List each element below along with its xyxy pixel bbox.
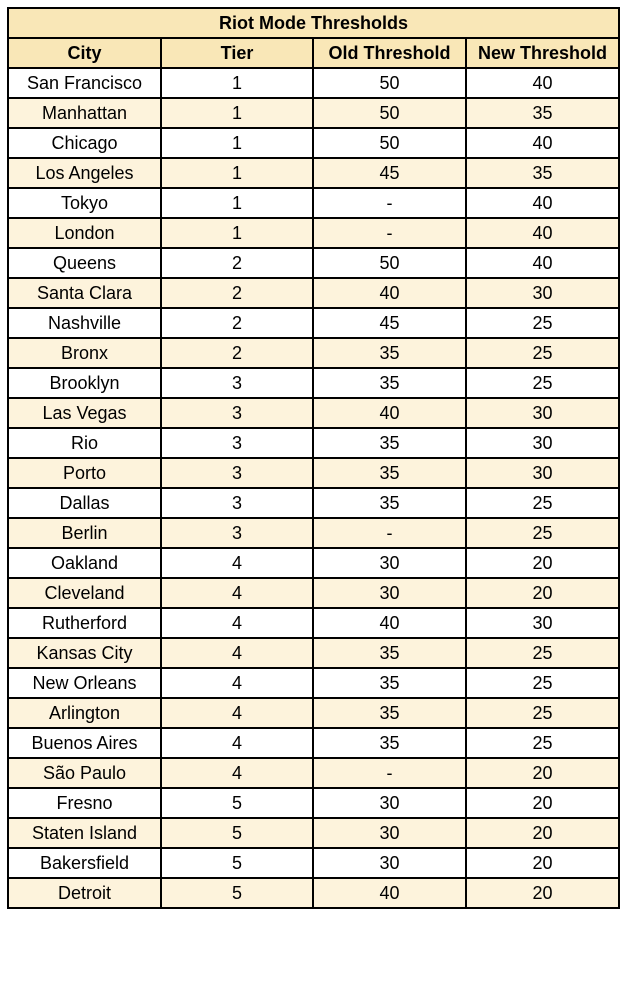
old-threshold-cell: 35 (313, 638, 466, 668)
column-header-tier: Tier (161, 38, 313, 68)
city-cell: Arlington (8, 698, 161, 728)
table-row (8, 788, 619, 818)
table-row (8, 218, 619, 248)
table-row (8, 248, 619, 278)
tier-cell: 4 (161, 578, 313, 608)
table-header-row (8, 38, 619, 68)
table-row (8, 188, 619, 218)
table-title-row (8, 8, 619, 38)
table-row (8, 338, 619, 368)
city-cell: Staten Island (8, 818, 161, 848)
city-cell: Bronx (8, 338, 161, 368)
table-row (8, 578, 619, 608)
city-cell: Dallas (8, 488, 161, 518)
new-threshold-cell: 20 (466, 758, 619, 788)
city-cell: Chicago (8, 128, 161, 158)
tier-cell: 4 (161, 698, 313, 728)
city-cell: Porto (8, 458, 161, 488)
city-cell: Tokyo (8, 188, 161, 218)
old-threshold-cell: 40 (313, 398, 466, 428)
old-threshold-cell: - (313, 518, 466, 548)
new-threshold-cell: 20 (466, 848, 619, 878)
city-cell: Rio (8, 428, 161, 458)
table-title: Riot Mode Thresholds (8, 8, 619, 38)
table-row (8, 308, 619, 338)
table-row (8, 128, 619, 158)
city-cell: Las Vegas (8, 398, 161, 428)
table-row (8, 158, 619, 188)
new-threshold-cell: 30 (466, 278, 619, 308)
tier-cell: 2 (161, 248, 313, 278)
new-threshold-cell: 25 (466, 698, 619, 728)
old-threshold-cell: - (313, 188, 466, 218)
city-cell: San Francisco (8, 68, 161, 98)
table-row (8, 368, 619, 398)
new-threshold-cell: 35 (466, 158, 619, 188)
new-threshold-cell: 20 (466, 578, 619, 608)
table-row (8, 638, 619, 668)
new-threshold-cell: 30 (466, 458, 619, 488)
old-threshold-cell: 30 (313, 578, 466, 608)
new-threshold-cell: 30 (466, 608, 619, 638)
column-header-new-threshold: New Threshold (466, 38, 619, 68)
table-row (8, 428, 619, 458)
new-threshold-cell: 40 (466, 68, 619, 98)
tier-cell: 1 (161, 98, 313, 128)
old-threshold-cell: 35 (313, 488, 466, 518)
city-cell: Detroit (8, 878, 161, 908)
city-cell: Queens (8, 248, 161, 278)
table-row (8, 548, 619, 578)
old-threshold-cell: 35 (313, 728, 466, 758)
table-row (8, 698, 619, 728)
tier-cell: 3 (161, 368, 313, 398)
city-cell: Los Angeles (8, 158, 161, 188)
table-row (8, 98, 619, 128)
old-threshold-cell: 50 (313, 68, 466, 98)
tier-cell: 4 (161, 758, 313, 788)
city-cell: Rutherford (8, 608, 161, 638)
new-threshold-cell: 25 (466, 638, 619, 668)
old-threshold-cell: 50 (313, 98, 466, 128)
old-threshold-cell: 35 (313, 698, 466, 728)
table-row (8, 848, 619, 878)
city-cell: Bakersfield (8, 848, 161, 878)
tier-cell: 2 (161, 338, 313, 368)
table-row (8, 518, 619, 548)
city-cell: Manhattan (8, 98, 161, 128)
new-threshold-cell: 30 (466, 398, 619, 428)
tier-cell: 4 (161, 638, 313, 668)
thresholds-table-container (7, 7, 618, 909)
column-header-city: City (8, 38, 161, 68)
tier-cell: 4 (161, 728, 313, 758)
old-threshold-cell: 35 (313, 668, 466, 698)
table-row (8, 488, 619, 518)
city-cell: Nashville (8, 308, 161, 338)
tier-cell: 1 (161, 188, 313, 218)
city-cell: Cleveland (8, 578, 161, 608)
new-threshold-cell: 40 (466, 188, 619, 218)
new-threshold-cell: 20 (466, 818, 619, 848)
new-threshold-cell: 40 (466, 128, 619, 158)
table-row (8, 278, 619, 308)
old-threshold-cell: 50 (313, 128, 466, 158)
tier-cell: 3 (161, 428, 313, 458)
tier-cell: 3 (161, 398, 313, 428)
new-threshold-cell: 40 (466, 218, 619, 248)
table-row (8, 668, 619, 698)
tier-cell: 1 (161, 128, 313, 158)
new-threshold-cell: 25 (466, 308, 619, 338)
tier-cell: 3 (161, 458, 313, 488)
table-row (8, 728, 619, 758)
old-threshold-cell: 35 (313, 368, 466, 398)
table-row (8, 758, 619, 788)
new-threshold-cell: 30 (466, 428, 619, 458)
new-threshold-cell: 25 (466, 728, 619, 758)
new-threshold-cell: 25 (466, 518, 619, 548)
city-cell: Fresno (8, 788, 161, 818)
city-cell: London (8, 218, 161, 248)
old-threshold-cell: 30 (313, 548, 466, 578)
old-threshold-cell: 45 (313, 158, 466, 188)
tier-cell: 5 (161, 788, 313, 818)
table-row (8, 68, 619, 98)
tier-cell: 3 (161, 488, 313, 518)
table-body (8, 68, 619, 908)
tier-cell: 4 (161, 668, 313, 698)
tier-cell: 4 (161, 548, 313, 578)
tier-cell: 5 (161, 818, 313, 848)
tier-cell: 5 (161, 848, 313, 878)
new-threshold-cell: 25 (466, 668, 619, 698)
city-cell: New Orleans (8, 668, 161, 698)
old-threshold-cell: 45 (313, 308, 466, 338)
old-threshold-cell: 30 (313, 788, 466, 818)
table-row (8, 818, 619, 848)
column-header-old-threshold: Old Threshold (313, 38, 466, 68)
old-threshold-cell: 35 (313, 428, 466, 458)
tier-cell: 1 (161, 218, 313, 248)
old-threshold-cell: 30 (313, 848, 466, 878)
city-cell: Berlin (8, 518, 161, 548)
new-threshold-cell: 25 (466, 368, 619, 398)
city-cell: Santa Clara (8, 278, 161, 308)
new-threshold-cell: 20 (466, 548, 619, 578)
new-threshold-cell: 20 (466, 788, 619, 818)
city-cell: Buenos Aires (8, 728, 161, 758)
riot-mode-thresholds-table (7, 7, 620, 909)
city-cell: Brooklyn (8, 368, 161, 398)
old-threshold-cell: - (313, 758, 466, 788)
old-threshold-cell: 40 (313, 878, 466, 908)
old-threshold-cell: 35 (313, 458, 466, 488)
table-row (8, 458, 619, 488)
new-threshold-cell: 35 (466, 98, 619, 128)
old-threshold-cell: 35 (313, 338, 466, 368)
city-cell: São Paulo (8, 758, 161, 788)
new-threshold-cell: 20 (466, 878, 619, 908)
tier-cell: 4 (161, 608, 313, 638)
new-threshold-cell: 40 (466, 248, 619, 278)
tier-cell: 1 (161, 68, 313, 98)
old-threshold-cell: 40 (313, 278, 466, 308)
table-row (8, 398, 619, 428)
old-threshold-cell: - (313, 218, 466, 248)
tier-cell: 1 (161, 158, 313, 188)
tier-cell: 5 (161, 878, 313, 908)
tier-cell: 2 (161, 278, 313, 308)
new-threshold-cell: 25 (466, 488, 619, 518)
old-threshold-cell: 50 (313, 248, 466, 278)
city-cell: Kansas City (8, 638, 161, 668)
old-threshold-cell: 40 (313, 608, 466, 638)
new-threshold-cell: 25 (466, 338, 619, 368)
table-row (8, 608, 619, 638)
tier-cell: 2 (161, 308, 313, 338)
table-row (8, 878, 619, 908)
city-cell: Oakland (8, 548, 161, 578)
old-threshold-cell: 30 (313, 818, 466, 848)
tier-cell: 3 (161, 518, 313, 548)
